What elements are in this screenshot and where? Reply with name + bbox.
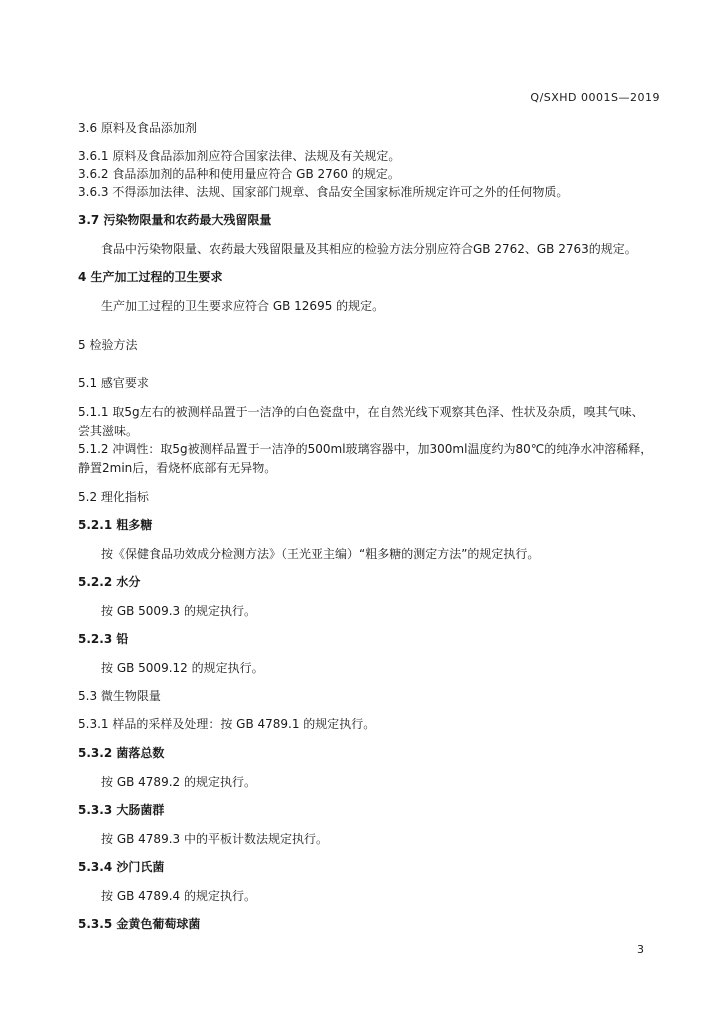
clause-5-2-1-text: 按《保健食品功效成分检测方法》（王光亚主编）“粗多糖的测定方法”的规定执行。 xyxy=(101,547,540,561)
section-5-2-heading: 5.2 理化指标 xyxy=(78,490,149,504)
page-number: 3 xyxy=(637,943,644,956)
clause-3-6-2: 3.6.2 食品添加剂的品种和使用量应符合 GB 2760 的规定。 xyxy=(78,167,400,181)
clause-5-2-2-text: 按 GB 5009.3 的规定执行。 xyxy=(101,604,256,618)
clause-5-3-2-text: 按 GB 4789.2 的规定执行。 xyxy=(101,775,256,789)
clause-5-2-3-text: 按 GB 5009.12 的规定执行。 xyxy=(101,661,264,675)
clause-5-3-3-heading: 5.3.3 大肠菌群 xyxy=(78,803,165,817)
clause-5-3-2-heading: 5.3.2 菌落总数 xyxy=(78,746,165,760)
section-5-1-heading: 5.1 感官要求 xyxy=(78,376,149,390)
section-3-7-text: 食品中污染物限量、农药最大残留限量及其相应的检验方法分别应符合GB 2762、GB 2763的规定。 xyxy=(101,242,637,256)
section-5-heading: 5 检验方法 xyxy=(78,338,138,352)
clause-5-3-4-text: 按 GB 4789.4 的规定执行。 xyxy=(101,889,256,903)
clause-5-1-1-cont: 尝其滋味。 xyxy=(78,424,139,438)
clause-3-6-1: 3.6.1 原料及食品添加剂应符合国家法律、法规及有关规定。 xyxy=(78,149,401,163)
clause-5-2-1-heading: 5.2.1 粗多糖 xyxy=(78,518,153,532)
clause-5-3-5-heading: 5.3.5 金黄色葡萄球菌 xyxy=(78,917,201,931)
section-4-text: 生产加工过程的卫生要求应符合 GB 12695 的规定。 xyxy=(101,299,385,313)
document-code: Q/SXHD 0001S—2019 xyxy=(530,91,660,104)
section-3-6-heading: 3.6 原料及食品添加剂 xyxy=(78,121,197,135)
clause-5-1-1: 5.1.1 取5g左右的被测样品置于一洁净的白色瓷盘中，在自然光线下观察其色泽、性状及杂质，嗅其气味、 xyxy=(78,405,644,419)
clause-3-6-3: 3.6.3 不得添加法律、法规、国家部门规章、食品安全国家标准所规定许可之外的任何物质。 xyxy=(78,185,569,199)
clause-5-3-1: 5.3.1 样品的采样及处理：按 GB 4789.1 的规定执行。 xyxy=(78,717,376,731)
clause-5-1-2: 5.1.2 冲调性：取5g被测样品置于一洁净的500ml玻璃容器中，加300ml温度约为80℃的纯净水冲溶稀释， xyxy=(78,442,653,456)
section-4-heading: 4 生产加工过程的卫生要求 xyxy=(78,270,223,284)
clause-5-2-2-heading: 5.2.2 水分 xyxy=(78,575,141,589)
clause-5-3-3-text: 按 GB 4789.3 中的平板计数法规定执行。 xyxy=(101,832,328,846)
section-5-3-heading: 5.3 微生物限量 xyxy=(78,689,161,703)
clause-5-2-3-heading: 5.2.3 铅 xyxy=(78,632,129,646)
section-3-7-heading: 3.7 污染物限量和农药最大残留限量 xyxy=(78,213,272,227)
clause-5-3-4-heading: 5.3.4 沙门氏菌 xyxy=(78,860,165,874)
clause-5-1-2-cont: 静置2min后，看烧杯底部有无异物。 xyxy=(78,461,277,475)
